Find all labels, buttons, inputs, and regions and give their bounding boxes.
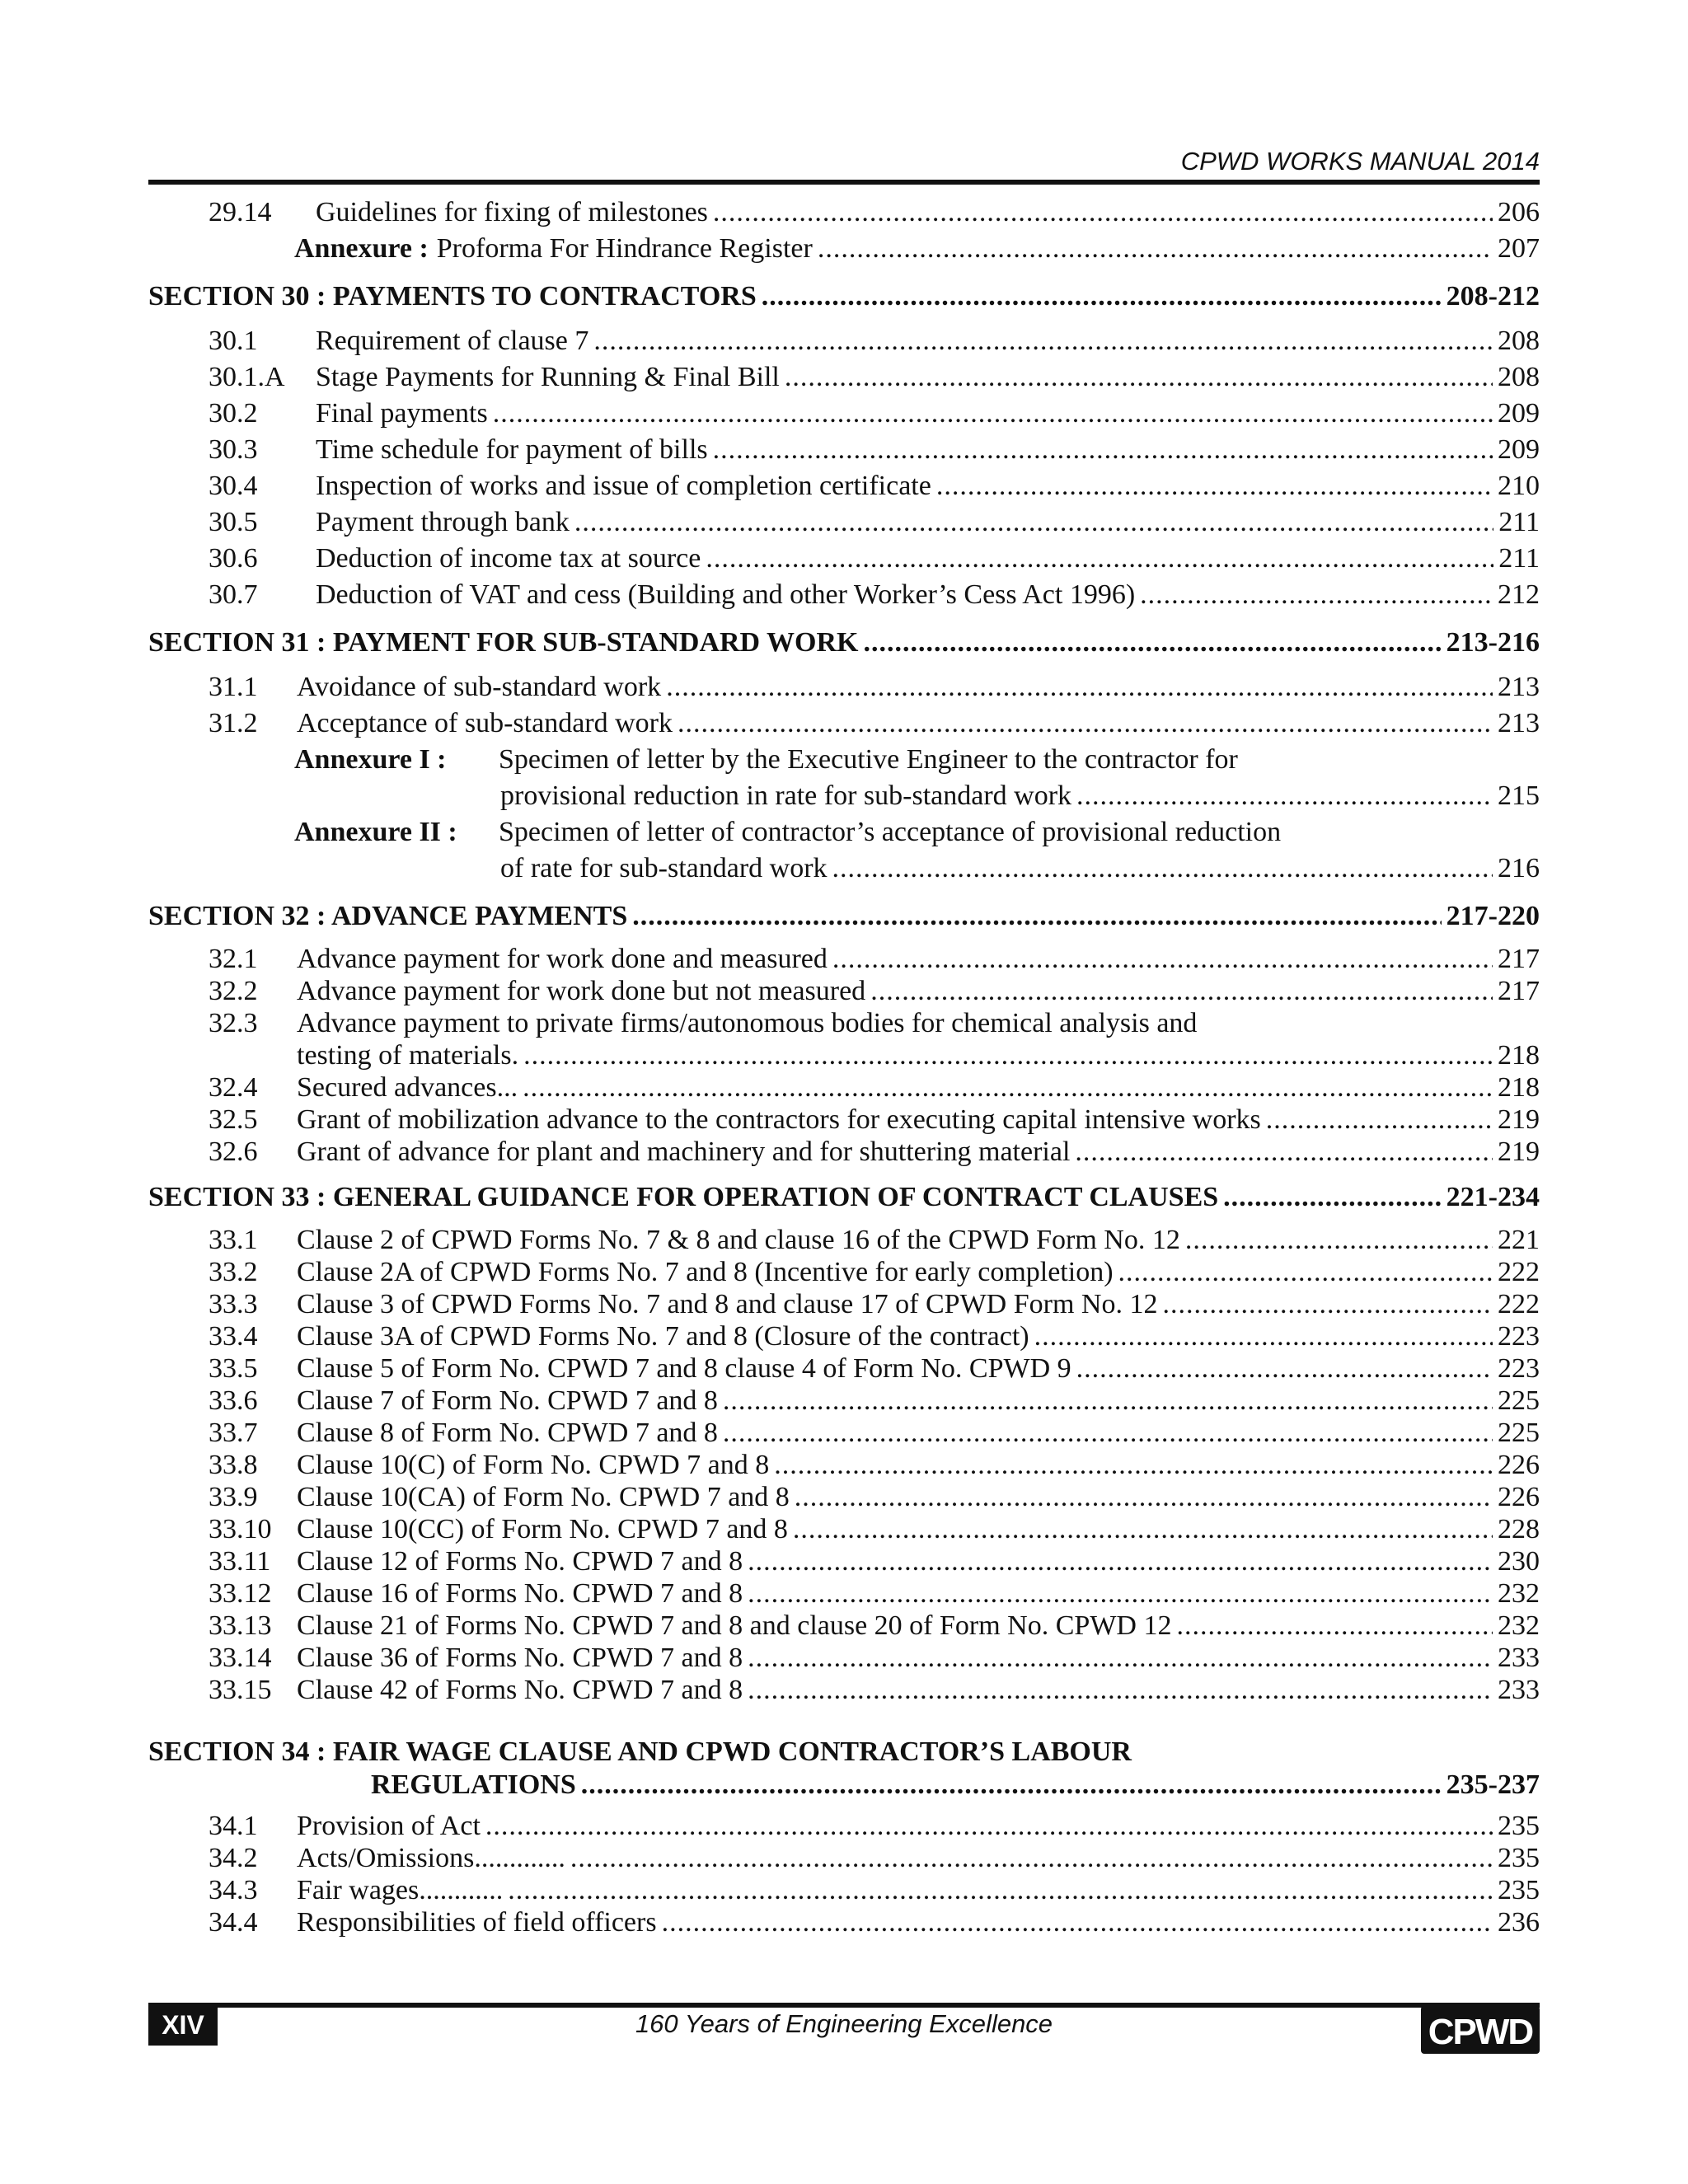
entry-number: 34.1 xyxy=(209,1811,258,1841)
entry-page: 212 xyxy=(1498,579,1540,610)
section-heading-continuation xyxy=(148,1769,1540,1802)
cpwd-logo xyxy=(1421,2006,1540,2054)
entry-title: Avoidance of sub-standard work xyxy=(297,672,662,702)
dot-leader xyxy=(1185,1224,1493,1256)
entry-page: 233 xyxy=(1498,1643,1540,1673)
entry-number: 34.3 xyxy=(209,1875,258,1905)
table-of-contents xyxy=(148,194,1540,1938)
entry-title: Clause 42 of Forms No. CPWD 7 and 8 xyxy=(297,1675,743,1705)
section-pages: 217-220 xyxy=(1446,901,1540,931)
entry-title: Inspection of works and issue of completion certificate xyxy=(316,471,931,501)
dot-leader xyxy=(748,1674,1493,1706)
entry-title: Deduction of income tax at source xyxy=(316,543,701,574)
toc-entry xyxy=(148,1577,1540,1610)
entry-page: 232 xyxy=(1498,1578,1540,1609)
entry-title: Clause 3 of CPWD Forms No. 7 and 8 and clause 17 of CPWD Form No. 12 xyxy=(297,1289,1158,1319)
dot-leader xyxy=(748,1577,1493,1610)
spacer xyxy=(148,1706,1540,1724)
entry-number: 33.7 xyxy=(209,1418,258,1448)
toc-entry xyxy=(148,1674,1540,1706)
dot-leader xyxy=(666,669,1493,705)
entry-title: Specimen of letter of contractor’s acceptance of provisional reduction xyxy=(499,817,1282,847)
toc-entry xyxy=(148,943,1540,975)
dot-leader xyxy=(493,396,1493,432)
entry-title: Deduction of VAT and cess (Building and other Worker’s Cess Act 1996) xyxy=(316,579,1136,610)
entry-number: 33.4 xyxy=(209,1321,258,1352)
toc-entry xyxy=(148,1874,1540,1906)
toc-entry xyxy=(148,359,1540,396)
toc-entry xyxy=(148,705,1540,742)
dot-leader xyxy=(1223,1179,1442,1216)
entry-page: 230 xyxy=(1498,1546,1540,1577)
entry-number: 32.5 xyxy=(209,1104,258,1135)
entry-title: Advance payment to private firms/autonomous bodies for chemical analysis and xyxy=(297,1008,1198,1038)
toc-entry xyxy=(148,1007,1540,1039)
logo-text: CPWD xyxy=(1428,2012,1533,2052)
dot-leader xyxy=(1118,1256,1493,1288)
dot-leader xyxy=(1266,1104,1493,1136)
toc-entry xyxy=(148,1513,1540,1545)
dot-leader xyxy=(1176,1610,1493,1642)
dot-leader xyxy=(1076,778,1493,814)
entry-page: 223 xyxy=(1498,1321,1540,1352)
entry-title: Proforma For Hindrance Register xyxy=(436,233,813,264)
entry-number: 30.6 xyxy=(209,543,258,574)
entry-page: 218 xyxy=(1498,1040,1540,1071)
entry-number: 33.5 xyxy=(209,1353,258,1384)
toc-entry xyxy=(148,323,1540,359)
entry-page: 228 xyxy=(1498,1514,1540,1544)
entry-page: 233 xyxy=(1498,1675,1540,1705)
entry-page: 222 xyxy=(1498,1289,1540,1319)
dot-leader xyxy=(1075,1136,1493,1168)
entry-number: 29.14 xyxy=(209,197,272,227)
dot-leader xyxy=(748,1642,1493,1674)
section-heading xyxy=(148,898,1540,935)
toc-annexure xyxy=(148,742,1540,778)
toc-entry xyxy=(148,669,1540,705)
entry-title: Secured advances... xyxy=(297,1072,518,1103)
toc-entry xyxy=(148,1320,1540,1352)
toc-entry xyxy=(148,1288,1540,1320)
entry-number: 32.4 xyxy=(209,1072,258,1103)
toc-entry xyxy=(148,1449,1540,1481)
entry-number: 30.1.A xyxy=(209,362,285,392)
entry-page: 226 xyxy=(1498,1450,1540,1480)
section-title-continued: REGULATIONS xyxy=(371,1769,576,1800)
dot-leader xyxy=(1140,577,1493,613)
running-header: CPWD WORKS MANUAL 2014 xyxy=(1180,147,1540,176)
dot-leader xyxy=(832,943,1493,975)
entry-number: 34.4 xyxy=(209,1907,258,1938)
entry-number: 30.7 xyxy=(209,579,258,610)
entry-title: Guidelines for fixing of milestones xyxy=(316,197,708,227)
entry-page: 226 xyxy=(1498,1482,1540,1512)
entry-page: 216 xyxy=(1498,853,1540,883)
entry-title: Acts/Omissions............. xyxy=(297,1843,565,1873)
toc-entry xyxy=(148,1481,1540,1513)
section-title: SECTION 32 : ADVANCE PAYMENTS xyxy=(148,901,628,931)
dot-leader xyxy=(1076,1352,1493,1385)
footer-tagline: 160 Years of Engineering Excellence xyxy=(635,2009,1053,2038)
entry-page: 217 xyxy=(1498,976,1540,1006)
dot-leader xyxy=(632,898,1441,935)
entry-title: Clause 36 of Forms No. CPWD 7 and 8 xyxy=(297,1643,743,1673)
entry-page: 209 xyxy=(1498,398,1540,429)
dot-leader xyxy=(793,1513,1493,1545)
toc-annexure xyxy=(148,814,1540,851)
entry-number: 32.1 xyxy=(209,944,258,974)
section-pages: 221-234 xyxy=(1446,1182,1540,1212)
entry-page: 215 xyxy=(1498,780,1540,811)
dot-leader xyxy=(662,1906,1493,1938)
dot-leader xyxy=(706,541,1493,577)
toc-entry xyxy=(148,1136,1540,1168)
toc-entry xyxy=(148,1224,1540,1256)
toc-entry xyxy=(148,432,1540,468)
dot-leader xyxy=(774,1449,1493,1481)
toc-annexure-continuation xyxy=(148,778,1540,814)
footer-rule xyxy=(148,2003,1540,2008)
section-heading xyxy=(148,1736,1540,1769)
toc-entry xyxy=(148,1385,1540,1417)
entry-number: 33.1 xyxy=(209,1225,258,1255)
entry-page: 218 xyxy=(1498,1072,1540,1103)
dot-leader xyxy=(485,1810,1493,1842)
toc-entry xyxy=(148,1104,1540,1136)
entry-page: 210 xyxy=(1498,471,1540,501)
entry-title-continued: provisional reduction in rate for sub-standard work xyxy=(500,780,1072,811)
entry-page: 223 xyxy=(1498,1353,1540,1384)
entry-title: Clause 2 of CPWD Forms No. 7 & 8 and clause 16 of the CPWD Form No. 12 xyxy=(297,1225,1180,1255)
toc-entry xyxy=(148,1642,1540,1674)
entry-title: Time schedule for payment of bills xyxy=(316,434,708,465)
toc-entry xyxy=(148,1352,1540,1385)
entry-page: 232 xyxy=(1498,1610,1540,1641)
entry-page: 211 xyxy=(1498,507,1540,537)
entry-title: Stage Payments for Running & Final Bill xyxy=(316,362,780,392)
entry-page: 213 xyxy=(1498,708,1540,738)
toc-entry xyxy=(148,468,1540,504)
dot-leader xyxy=(723,1385,1493,1417)
entry-number: 33.6 xyxy=(209,1385,258,1416)
entry-page: 207 xyxy=(1498,233,1540,264)
dot-leader xyxy=(523,1039,1493,1071)
section-title: SECTION 34 : FAIR WAGE CLAUSE AND CPWD CONTRACTOR’S LABOUR xyxy=(148,1736,1132,1767)
entry-page: 219 xyxy=(1498,1137,1540,1167)
dot-leader xyxy=(785,359,1493,396)
section-pages: 213-216 xyxy=(1446,627,1540,658)
entry-number: 33.10 xyxy=(209,1514,272,1544)
entry-number: 33.8 xyxy=(209,1450,258,1480)
toc-entry xyxy=(148,1810,1540,1842)
entry-title: Clause 10(CC) of Form No. CPWD 7 and 8 xyxy=(297,1514,788,1544)
toc-entry xyxy=(148,1256,1540,1288)
dot-leader xyxy=(593,323,1493,359)
section-title: SECTION 33 : GENERAL GUIDANCE FOR OPERATION OF CONTRACT CLAUSES xyxy=(148,1182,1219,1212)
entry-page: 225 xyxy=(1498,1418,1540,1448)
entry-title: Clause 8 of Form No. CPWD 7 and 8 xyxy=(297,1418,718,1448)
entry-number: 33.11 xyxy=(209,1546,271,1577)
entry-title: Advance payment for work done and measured xyxy=(297,944,828,974)
dot-leader xyxy=(713,432,1493,468)
section-heading xyxy=(148,1179,1540,1216)
toc-entry xyxy=(148,1906,1540,1938)
toc-entry xyxy=(148,1417,1540,1449)
entry-title: Grant of advance for plant and machinery and for shuttering material xyxy=(297,1137,1071,1167)
entry-number: 33.15 xyxy=(209,1675,272,1705)
entry-number: 32.6 xyxy=(209,1137,258,1167)
entry-title: Provision of Act xyxy=(297,1811,481,1841)
entry-page: 235 xyxy=(1498,1875,1540,1905)
entry-title-continued: of rate for sub-standard work xyxy=(500,853,828,883)
dot-leader xyxy=(818,231,1493,267)
entry-page: 206 xyxy=(1498,197,1540,227)
section-pages: 235-237 xyxy=(1446,1769,1540,1800)
entry-title: Clause 7 of Form No. CPWD 7 and 8 xyxy=(297,1385,718,1416)
entry-page: 225 xyxy=(1498,1385,1540,1416)
entry-title: Final payments xyxy=(316,398,488,429)
dot-leader xyxy=(832,851,1493,887)
entry-page: 208 xyxy=(1498,326,1540,356)
section-heading xyxy=(148,625,1540,661)
entry-page: 213 xyxy=(1498,672,1540,702)
entry-number: 31.1 xyxy=(209,672,258,702)
entry-page: 219 xyxy=(1498,1104,1540,1135)
toc-entry xyxy=(148,541,1540,577)
dot-leader xyxy=(1162,1288,1493,1320)
dot-leader xyxy=(936,468,1493,504)
entry-number: 30.2 xyxy=(209,398,258,429)
entry-title: Clause 10(CA) of Form No. CPWD 7 and 8 xyxy=(297,1482,790,1512)
entry-number: 34.2 xyxy=(209,1843,258,1873)
entry-title: Grant of mobilization advance to the contractors for executing capital intensive works xyxy=(297,1104,1261,1135)
annexure-label: Annexure I : xyxy=(294,744,447,775)
dot-leader xyxy=(795,1481,1493,1513)
entry-page: 217 xyxy=(1498,944,1540,974)
dot-leader xyxy=(863,625,1441,661)
dot-leader xyxy=(570,1842,1493,1874)
header-rule xyxy=(148,180,1540,185)
section-pages: 208-212 xyxy=(1446,281,1540,312)
section-title: SECTION 31 : PAYMENT FOR SUB-STANDARD WORK xyxy=(148,627,859,658)
entry-title: Clause 16 of Forms No. CPWD 7 and 8 xyxy=(297,1578,743,1609)
entry-number: 32.2 xyxy=(209,976,258,1006)
entry-number: 30.4 xyxy=(209,471,258,501)
dot-leader xyxy=(678,705,1493,742)
entry-title: Clause 2A of CPWD Forms No. 7 and 8 (Incentive for early completion) xyxy=(297,1257,1114,1287)
entry-title-continued: testing of materials. xyxy=(297,1040,519,1071)
entry-title: Clause 21 of Forms No. CPWD 7 and 8 and clause 20 of Form No. CPWD 12 xyxy=(297,1610,1172,1641)
dot-leader xyxy=(508,1874,1493,1906)
entry-title: Responsibilities of field officers xyxy=(297,1907,657,1938)
entry-page: 222 xyxy=(1498,1257,1540,1287)
dot-leader xyxy=(523,1071,1493,1104)
entry-page: 209 xyxy=(1498,434,1540,465)
entry-number: 30.3 xyxy=(209,434,258,465)
entry-title: Clause 10(C) of Form No. CPWD 7 and 8 xyxy=(297,1450,770,1480)
dot-leader xyxy=(713,194,1493,231)
toc-entry xyxy=(148,577,1540,613)
dot-leader xyxy=(1034,1320,1493,1352)
entry-number: 33.9 xyxy=(209,1482,258,1512)
entry-page: 211 xyxy=(1498,543,1540,574)
entry-title: Advance payment for work done but not measured xyxy=(297,976,866,1006)
toc-entry xyxy=(148,975,1540,1007)
page-number-badge: XIV xyxy=(148,2004,218,2046)
dot-leader xyxy=(723,1417,1493,1449)
annexure-label: Annexure II : xyxy=(294,817,457,847)
entry-page: 236 xyxy=(1498,1907,1540,1938)
toc-entry xyxy=(148,1842,1540,1874)
entry-title: Acceptance of sub-standard work xyxy=(297,708,673,738)
toc-entry xyxy=(148,396,1540,432)
dot-leader xyxy=(748,1545,1493,1577)
entry-title: Payment through bank xyxy=(316,507,570,537)
entry-title: Clause 3A of CPWD Forms No. 7 and 8 (Closure of the contract) xyxy=(297,1321,1029,1352)
entry-number: 33.3 xyxy=(209,1289,258,1319)
dot-leader xyxy=(870,975,1493,1007)
entry-title: Specimen of letter by the Executive Engineer to the contractor for xyxy=(499,744,1238,775)
dot-leader xyxy=(762,279,1442,315)
toc-entry xyxy=(148,1545,1540,1577)
entry-title: Clause 5 of Form No. CPWD 7 and 8 clause 4 of Form No. CPWD 9 xyxy=(297,1353,1071,1384)
entry-page: 235 xyxy=(1498,1843,1540,1873)
section-title: SECTION 30 : PAYMENTS TO CONTRACTORS xyxy=(148,281,757,312)
entry-number: 33.12 xyxy=(209,1578,272,1609)
entry-title: Fair wages............ xyxy=(297,1875,504,1905)
entry-number: 31.2 xyxy=(209,708,258,738)
entry-number: 33.14 xyxy=(209,1643,272,1673)
entry-number: 33.13 xyxy=(209,1610,272,1641)
entry-page: 235 xyxy=(1498,1811,1540,1841)
dot-leader xyxy=(581,1769,1442,1802)
entry-title: Requirement of clause 7 xyxy=(316,326,589,356)
toc-entry-continuation xyxy=(148,1039,1540,1071)
toc-annexure xyxy=(148,231,1540,267)
section-heading xyxy=(148,279,1540,315)
toc-entry xyxy=(148,1610,1540,1642)
toc-annexure-continuation xyxy=(148,851,1540,887)
entry-number: 30.1 xyxy=(209,326,258,356)
annexure-label: Annexure : xyxy=(294,233,429,264)
entry-number: 33.2 xyxy=(209,1257,258,1287)
entry-number: 32.3 xyxy=(209,1008,258,1038)
toc-entry xyxy=(148,194,1540,231)
entry-page: 221 xyxy=(1498,1225,1540,1255)
dot-leader xyxy=(574,504,1493,541)
toc-entry xyxy=(148,504,1540,541)
entry-number: 30.5 xyxy=(209,507,258,537)
toc-entry xyxy=(148,1071,1540,1104)
entry-title: Clause 12 of Forms No. CPWD 7 and 8 xyxy=(297,1546,743,1577)
entry-page: 208 xyxy=(1498,362,1540,392)
